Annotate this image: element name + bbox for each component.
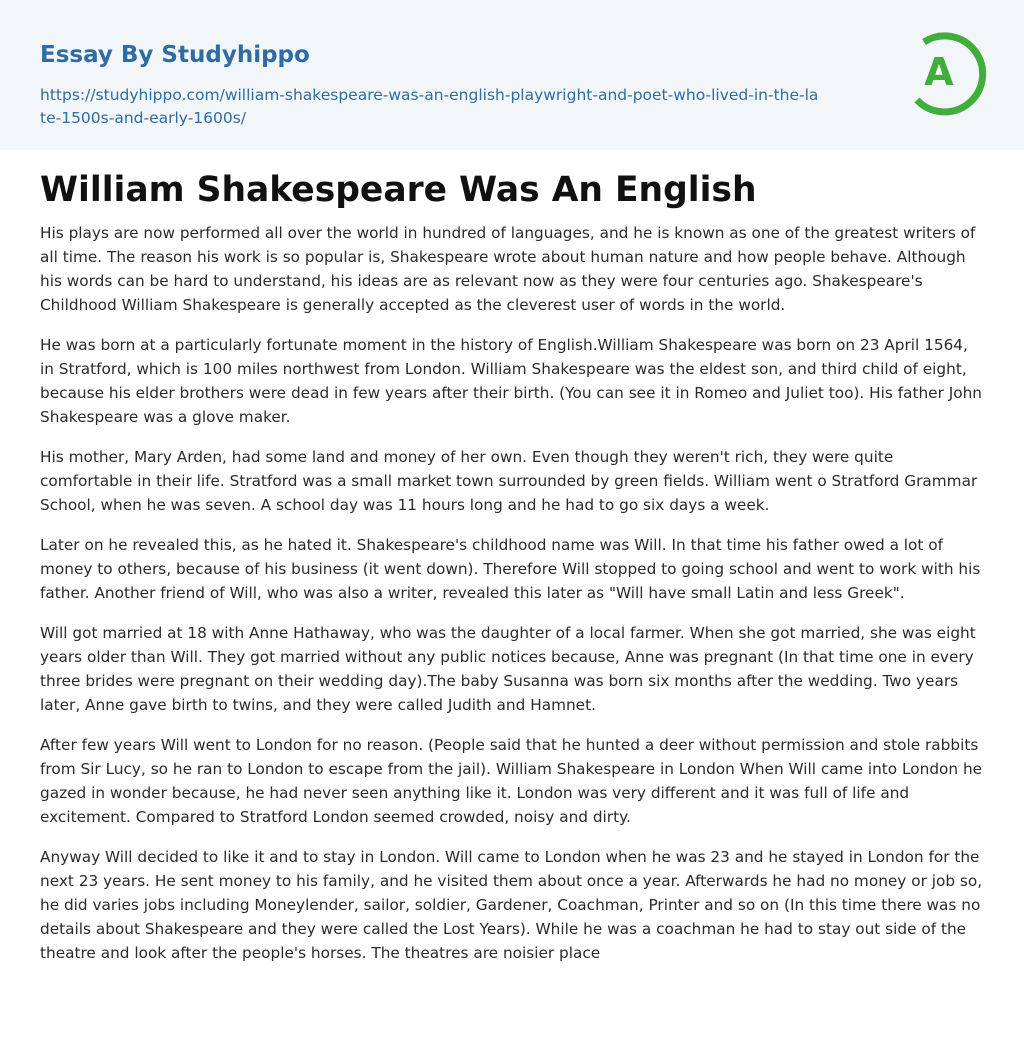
- studyhippo-logo[interactable]: [910, 28, 988, 116]
- essay-paragraph-6: After few years Will went to London for no reason. (People said that he hunted a deer without permission and stole rabbits from Sir Lucy, so he ran to London to escape from the jail). William Shakespeare in London When Will came into London he gazed in wonder because, he had never seen anything like it. London was very different and it was full of life and excitement. Compared to Stratford London seemed crowded, noisy and dirty.: [40, 736, 983, 826]
- logo-letter: A: [924, 50, 954, 94]
- essay-paragraph-3: His mother, Mary Arden, had some land and money of her own. Even though they weren't rich, they were quite comfortable in their life. Stratford was a small market town surrounded by green fields. William went o Stratford Grammar School, when he was seven. A school day was 11 hours long and he had to go six days a week.: [40, 448, 978, 514]
- source-url-link[interactable]: https://studyhippo.com/william-shakespeare-was-an-english-playwright-and-poet-who-lived-in-the-late-1500s-and-early-1600s/: [40, 86, 819, 127]
- essay-title: William Shakespeare Was An English: [40, 170, 757, 210]
- brand-title: Essay By Studyhippo: [40, 42, 310, 68]
- essay-paragraph-4: Later on he revealed this, as he hated it. Shakespeare's childhood name was Will. In that time his father owed a lot of money to others, because of his business (it went down). Therefore Will stopped to going school and went to work with his father. Another friend of Will, who was also a writer, revealed this later as "Will have small Latin and less Greek".: [40, 536, 981, 602]
- essay-paragraph-5: Will got married at 18 with Anne Hathaway, who was the daughter of a local farmer. When she got married, she was eight years older than Will. They got married without any public notices because, Anne was pregnant (In that time one in every three brides were pregnant on their wedding day).The baby Susanna was born six months after the wedding. Two years later, Anne gave birth to twins, and they were called Judith and Hamnet.: [40, 624, 976, 714]
- essay-paragraph-2: He was born at a particularly fortunate moment in the history of English.William Shakespeare was born on 23 April 1564, in Stratford, which is 100 miles northwest from London. William Shakespeare was the eldest son, and third child of eight, because his elder brothers were dead in few years after their birth. (You can see it in Romeo and Juliet too). His father John Shakespeare was a glove maker.: [40, 336, 983, 426]
- essay-content: [0, 150, 1024, 965]
- logo-ring-icon: [910, 28, 988, 116]
- page-header: [0, 0, 1024, 150]
- essay-paragraph-7: Anyway Will decided to like it and to stay in London. Will came to London when he was 23 and he stayed in London for the next 23 years. He sent money to his family, and he visited them about once a year. Afterwards he had no money or job so, he did varies jobs including Moneylender, sailor, soldier, Gardener, Coachman, Printer and so on (In this time there was no details about Shakespeare and they were called the Lost Years). While he was a coachman he had to stay out side of the theatre and look after the people's horses. The theatres are noisier place: [40, 848, 983, 962]
- essay-paragraph-1: His plays are now performed all over the world in hundred of languages, and he is known as one of the greatest writers of all time. The reason his work is so popular is, Shakespeare wrote about human nature and how people behave. Although his words can be hard to understand, his ideas are as relevant now as they were four centuries ago. Shakespeare's Childhood William Shakespeare is generally accepted as the cleverest user of words in the world.: [40, 224, 976, 314]
